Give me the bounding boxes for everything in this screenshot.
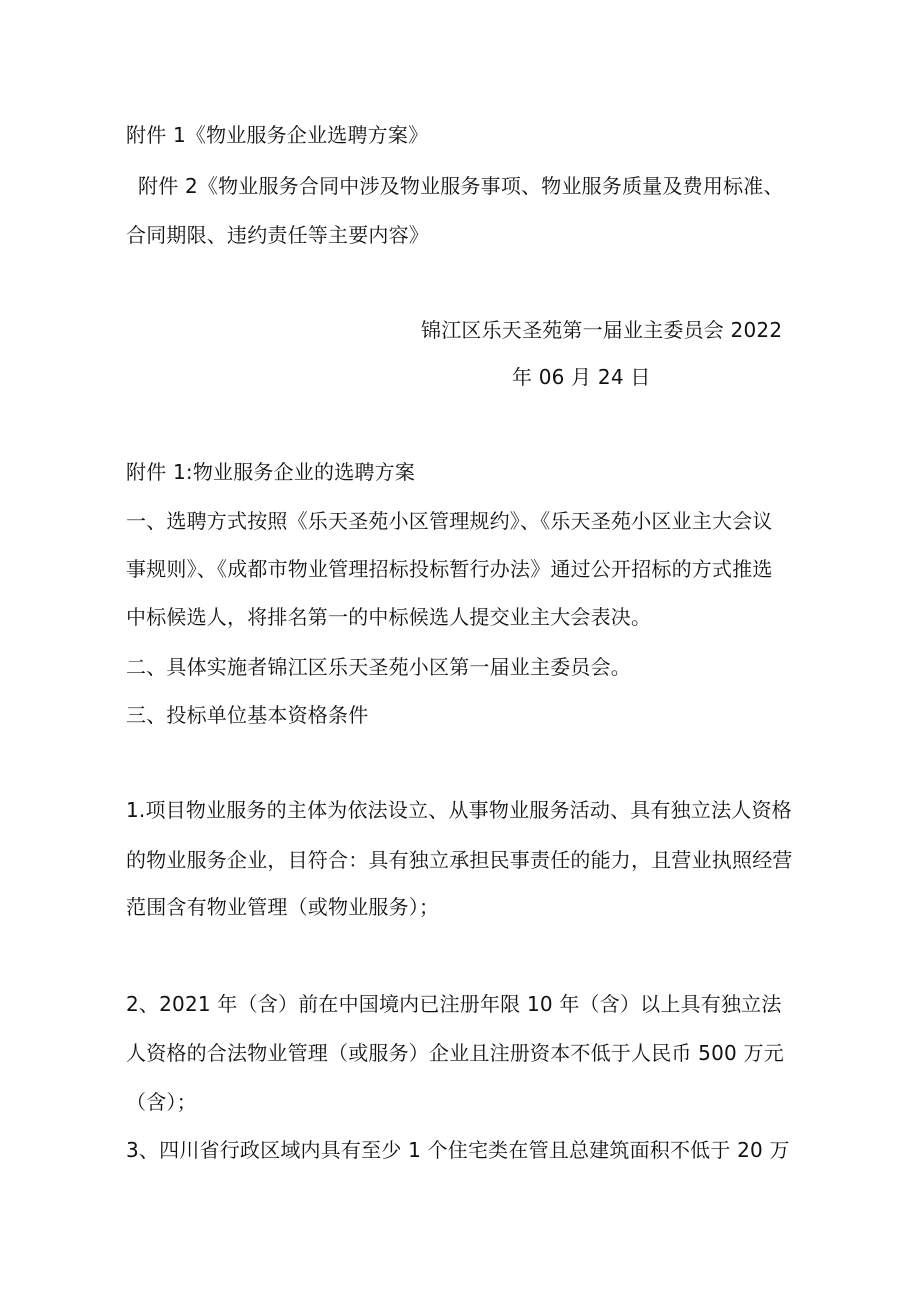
condition-1-line-2: 的物业服务企业，目符合：具有独立承担民事责任的能力，且营业执照经营 bbox=[126, 848, 793, 872]
item-2: 二、具体实施者锦江区乐天圣苑小区第一届业主委员会。 bbox=[126, 655, 631, 679]
signature-date: 年 06 月 24 日 bbox=[512, 365, 651, 389]
condition-1-line-3: 范围含有物业管理（或物业服务）； bbox=[126, 895, 440, 919]
condition-2-line-3: （含）； bbox=[126, 1090, 197, 1114]
signature-committee: 锦江区乐天圣苑第一届业主委员会 2022 bbox=[421, 318, 783, 342]
condition-1-line-1: 1.项目物业服务的主体为依法设立、从事物业服务活动、具有独立法人资格 bbox=[126, 798, 792, 822]
attachment-2-title-line-1: 附件 2《物业服务合同中涉及物业服务事项、物业服务质量及费用标准、 bbox=[138, 174, 784, 198]
section-title: 附件 1:物业服务企业的选聘方案 bbox=[126, 460, 416, 484]
item-1-line-1: 一、选聘方式按照《乐天圣苑小区管理规约》、《乐天圣苑小区业主大会议 bbox=[126, 509, 773, 533]
condition-2-line-2: 人资格的合法物业管理（或服务）企业且注册资本不低于人民币 500 万元 bbox=[126, 1041, 784, 1065]
item-1-line-3: 中标候选人，将排名第一的中标候选人提交业主大会表决。 bbox=[126, 605, 652, 629]
condition-3-line-1: 3、四川省行政区域内具有至少 1 个住宅类在管且总建筑面积不低于 20 万 bbox=[126, 1138, 790, 1162]
condition-2-line-1: 2、2021 年（含）前在中国境内已注册年限 10 年（含）以上具有独立法 bbox=[126, 992, 782, 1016]
attachment-2-title-line-2: 合同期限、违约责任等主要内容》 bbox=[126, 223, 429, 247]
item-3: 三、投标单位基本资格条件 bbox=[126, 703, 369, 727]
attachment-1-title: 附件 1《物业服务企业选聘方案》 bbox=[126, 123, 429, 147]
item-1-line-2: 事规则》、《成都市物业管理招标投标暂行办法》通过公开招标的方式推选 bbox=[126, 557, 773, 581]
